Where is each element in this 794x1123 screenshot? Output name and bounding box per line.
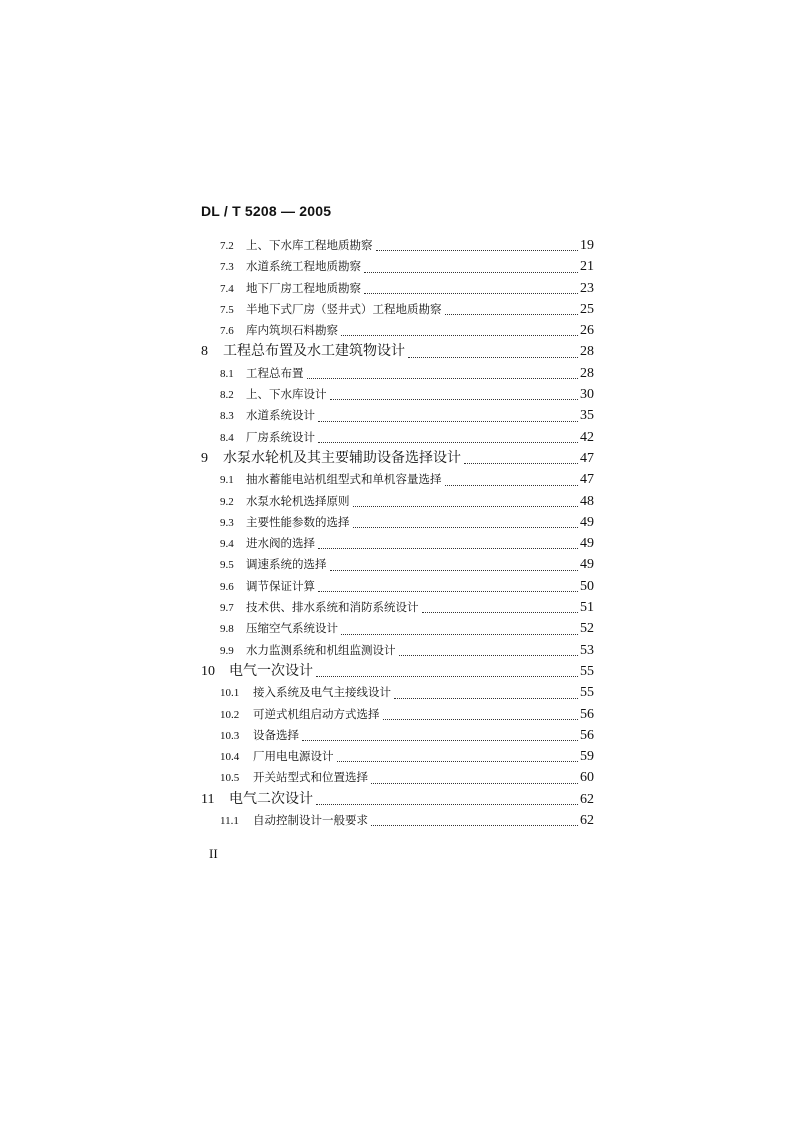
- toc-entry-number: 9.4: [220, 538, 234, 551]
- toc-entry-number: 10.2: [220, 708, 240, 721]
- toc-entry-number: 8.3: [220, 410, 234, 423]
- toc-entry-page: 28: [580, 344, 594, 360]
- toc-dot-leader: [341, 334, 578, 336]
- toc-entry-title: 电气一次设计: [229, 662, 313, 679]
- toc-entry-title: 电气二次设计: [229, 790, 313, 807]
- toc-entry-title: 开关站型式和位置选择: [253, 770, 368, 785]
- toc-entry-number: 9.8: [220, 623, 234, 636]
- toc-entry-page: 53: [580, 642, 594, 658]
- toc-entry-number: 10.1: [220, 687, 240, 700]
- toc-dot-leader: [364, 292, 578, 294]
- toc-entry-number: 7.5: [220, 303, 234, 316]
- toc-entry-title: 工程总布置及水工建筑物设计: [223, 343, 405, 360]
- toc-entry-number: 9.2: [220, 495, 234, 508]
- toc-dot-leader: [422, 611, 579, 613]
- table-of-contents: [201, 235, 594, 831]
- toc-dot-leader: [383, 718, 579, 720]
- toc-entry-7-3[interactable]: [201, 256, 594, 277]
- toc-dot-leader: [318, 441, 578, 443]
- toc-entry-page: 56: [580, 706, 594, 722]
- toc-dot-leader: [330, 398, 579, 400]
- toc-chapter-8[interactable]: [201, 341, 594, 362]
- toc-entry-page: 49: [580, 557, 594, 573]
- toc-entry-title: 压缩空气系统设计: [246, 621, 338, 636]
- toc-dot-leader: [316, 675, 578, 677]
- toc-entry-page: 23: [580, 280, 594, 296]
- toc-entry-number: 10.5: [220, 772, 240, 785]
- toc-entry-10-4[interactable]: [201, 746, 594, 767]
- toc-entry-title: 可逆式机组启动方式选择: [253, 706, 380, 721]
- toc-entry-9-3[interactable]: [201, 512, 594, 533]
- toc-chapter-9[interactable]: [201, 448, 594, 469]
- toc-entry-8-1[interactable]: [201, 363, 594, 384]
- toc-entry-page: 47: [580, 472, 594, 488]
- toc-dot-leader: [330, 569, 579, 571]
- toc-entry-9-2[interactable]: [201, 491, 594, 512]
- toc-entry-number: 11.1: [220, 815, 239, 828]
- toc-entry-10-3[interactable]: [201, 725, 594, 746]
- toc-entry-number: 9.6: [220, 580, 234, 593]
- toc-dot-leader: [318, 590, 578, 592]
- toc-entry-title: 水泵水轮机及其主要辅助设备选择设计: [223, 449, 461, 466]
- toc-entry-title: 水道系统工程地质勘察: [246, 259, 361, 274]
- toc-entry-page: 62: [580, 813, 594, 829]
- toc-entry-number: 7.6: [220, 325, 234, 338]
- toc-entry-page: 42: [580, 429, 594, 445]
- toc-entry-number: 11: [201, 791, 215, 807]
- toc-entry-title: 调节保证计算: [246, 578, 315, 593]
- toc-entry-number: 8.1: [220, 367, 234, 380]
- toc-entry-number: 8: [201, 344, 208, 360]
- toc-entry-title: 地下厂房工程地质勘察: [246, 280, 361, 295]
- toc-entry-title: 半地下式厂房（竖井式）工程地质勘察: [246, 301, 442, 316]
- toc-entry-page: 19: [580, 238, 594, 253]
- toc-entry-number: 9.9: [220, 644, 234, 657]
- toc-entry-page: 49: [580, 536, 594, 552]
- toc-entry-number: 7.2: [220, 240, 234, 252]
- toc-entry-title: 设备选择: [253, 727, 299, 742]
- toc-entry-10-5[interactable]: [201, 767, 594, 788]
- toc-entry-10-2[interactable]: [201, 704, 594, 725]
- toc-entry-title: 上、下水库工程地质勘察: [246, 238, 373, 252]
- toc-entry-number: 8.4: [220, 431, 234, 444]
- toc-dot-leader: [364, 271, 578, 273]
- toc-entry-9-4[interactable]: [201, 533, 594, 554]
- toc-entry-9-5[interactable]: [201, 554, 594, 575]
- page-number-footer: II: [209, 846, 218, 861]
- toc-entry-8-2[interactable]: [201, 384, 594, 405]
- toc-entry-title: 自动控制设计一般要求: [253, 813, 368, 828]
- toc-entry-7-4[interactable]: [201, 278, 594, 299]
- toc-entry-page: 50: [580, 578, 594, 594]
- toc-entry-page: 55: [580, 685, 594, 701]
- toc-entry-page: 25: [580, 301, 594, 317]
- toc-entry-11-1[interactable]: [201, 810, 594, 831]
- toc-dot-leader: [316, 803, 578, 805]
- toc-dot-leader: [353, 505, 579, 507]
- toc-entry-number: 10.4: [220, 751, 240, 764]
- toc-entry-title: 抽水蓄能电站机组型式和单机容量选择: [246, 472, 442, 487]
- toc-entry-9-8[interactable]: [201, 618, 594, 639]
- toc-dot-leader: [341, 633, 578, 635]
- standard-number-header: DL / T 5208 — 2005: [201, 203, 332, 219]
- toc-entry-title: 上、下水库设计: [246, 387, 327, 402]
- toc-dot-leader: [399, 654, 579, 656]
- toc-entry-number: 9: [201, 450, 208, 466]
- toc-chapter-11[interactable]: [201, 789, 594, 810]
- toc-dot-leader: [318, 547, 578, 549]
- toc-dot-leader: [318, 420, 578, 422]
- toc-entry-title: 技术供、排水系统和消防系统设计: [246, 600, 419, 615]
- toc-entry-number: 9.7: [220, 602, 234, 615]
- toc-dot-leader: [408, 356, 578, 358]
- toc-dot-leader: [307, 377, 579, 379]
- toc-dot-leader: [464, 462, 578, 464]
- toc-entry-page: 56: [580, 727, 594, 743]
- toc-entry-number: 10.3: [220, 729, 240, 742]
- toc-entry-page: 49: [580, 514, 594, 530]
- toc-entry-page: 48: [580, 493, 594, 509]
- toc-dot-leader: [353, 526, 579, 528]
- toc-entry-title: 进水阀的选择: [246, 536, 315, 551]
- toc-entry-8-4[interactable]: [201, 427, 594, 448]
- toc-entry-page: 30: [580, 387, 594, 403]
- toc-entry-page: 52: [580, 621, 594, 637]
- toc-entry-9-1[interactable]: [201, 469, 594, 490]
- toc-entry-title: 水泵水轮机选择原则: [246, 493, 350, 508]
- toc-entry-page: 59: [580, 749, 594, 765]
- toc-entry-title: 水道系统设计: [246, 408, 315, 423]
- toc-entry-10-1[interactable]: [201, 682, 594, 703]
- toc-entry-page: 51: [580, 600, 594, 616]
- toc-entry-number: 7.4: [220, 282, 234, 295]
- toc-entry-page: 21: [580, 259, 594, 275]
- toc-entry-page: 35: [580, 408, 594, 424]
- toc-entry-page: 55: [580, 663, 594, 679]
- toc-entry-7-6[interactable]: [201, 320, 594, 341]
- toc-chapter-10[interactable]: [201, 661, 594, 682]
- toc-entry-8-3[interactable]: [201, 405, 594, 426]
- toc-dot-leader: [445, 484, 579, 486]
- toc-entry-title: 主要性能参数的选择: [246, 514, 350, 529]
- toc-dot-leader: [337, 760, 579, 762]
- toc-entry-title: 水力监测系统和机组监测设计: [246, 642, 396, 657]
- toc-dot-leader: [371, 824, 578, 826]
- toc-entry-title: 接入系统及电气主接线设计: [253, 685, 391, 700]
- toc-entry-title: 厂房系统设计: [246, 429, 315, 444]
- toc-entry-page: 26: [580, 323, 594, 339]
- toc-dot-leader: [371, 782, 578, 784]
- toc-entry-7-2[interactable]: [201, 235, 594, 256]
- toc-entry-9-9[interactable]: [201, 640, 594, 661]
- toc-entry-number: 9.5: [220, 559, 234, 572]
- toc-entry-title: 库内筑坝石料勘察: [246, 323, 338, 338]
- toc-entry-page: 60: [580, 770, 594, 786]
- toc-entry-title: 调速系统的选择: [246, 557, 327, 572]
- toc-entry-title: 工程总布置: [246, 365, 304, 380]
- toc-entry-7-5[interactable]: [201, 299, 594, 320]
- toc-entry-number: 7.3: [220, 261, 234, 274]
- toc-entry-9-6[interactable]: [201, 576, 594, 597]
- toc-dot-leader: [302, 739, 578, 741]
- toc-entry-title: 厂用电电源设计: [253, 749, 334, 764]
- toc-dot-leader: [394, 697, 578, 699]
- toc-entry-number: 9.3: [220, 516, 234, 529]
- toc-entry-number: 9.1: [220, 474, 234, 487]
- toc-dot-leader: [445, 313, 579, 315]
- toc-entry-page: 62: [580, 791, 594, 807]
- toc-dot-leader: [376, 249, 579, 251]
- toc-entry-number: 10: [201, 663, 215, 679]
- toc-entry-page: 47: [580, 450, 594, 466]
- toc-entry-number: 8.2: [220, 389, 234, 402]
- toc-entry-page: 28: [580, 365, 594, 381]
- toc-entry-9-7[interactable]: [201, 597, 594, 618]
